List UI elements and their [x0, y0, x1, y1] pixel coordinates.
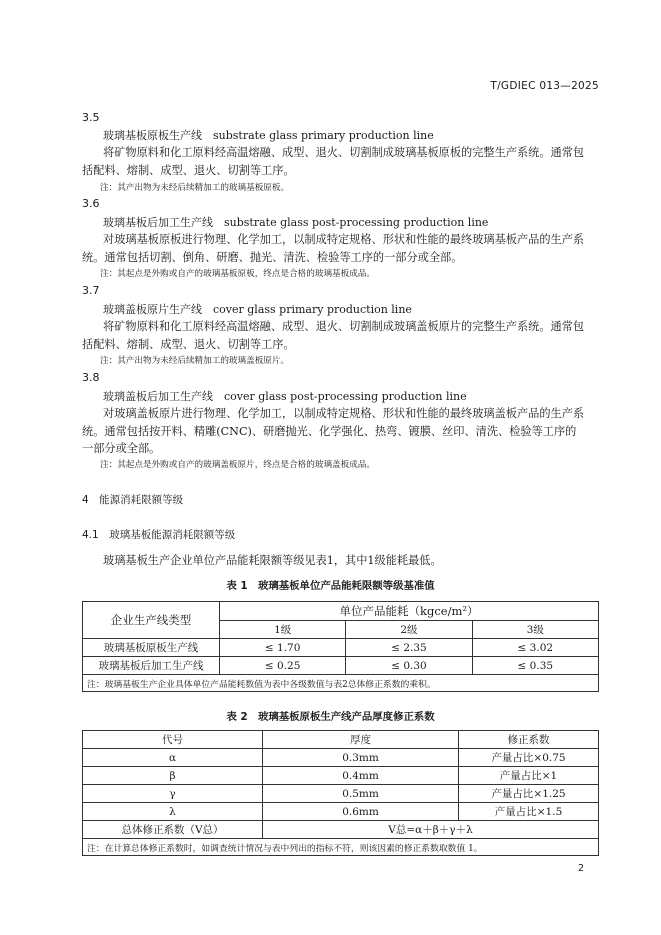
- definition-note: 注：其产出物为未经后续精加工的玻璃基板原板。: [100, 183, 290, 193]
- definition-line: 对玻璃基板原板进行物理、化学加工，以制成特定规格、形状和性能的最终玻璃基板产品的生产系: [103, 233, 585, 246]
- page-number: 2: [577, 863, 584, 874]
- table-row: [83, 785, 599, 803]
- table-row: [83, 657, 599, 675]
- table1-cell: ≤ 1.70: [220, 639, 346, 657]
- definition-line: 将矿物原料和化工原料经高温熔融、成型、退火、切割制成玻璃基板原板的完整生产系统。通常包: [103, 146, 585, 159]
- table2-factor: 产量占比×1.25: [459, 785, 599, 803]
- table1-header-type: 企业生产线类型: [83, 602, 220, 639]
- definition-note: 注：其产出物为未经后续精加工的玻璃盖板原片。: [100, 356, 290, 366]
- table2-thickness: 0.4mm: [263, 767, 459, 785]
- table-row: [83, 803, 599, 821]
- definition-note: 注：其起点是外购或自产的玻璃基板原板，终点是合格的玻璃基板成品。: [100, 269, 376, 279]
- table2-code: α: [83, 749, 263, 767]
- table1-grade: 2级: [346, 621, 472, 639]
- table-row: [83, 767, 599, 785]
- term-title: 玻璃基板原板生产线 substrate glass primary production line: [103, 129, 434, 142]
- table2-factor: 产量占比×1.5: [459, 803, 599, 821]
- table1-cell: ≤ 2.35: [346, 639, 472, 657]
- table-row: [83, 749, 599, 767]
- table2-thickness: 0.3mm: [263, 749, 459, 767]
- table2-code: λ: [83, 803, 263, 821]
- table2-caption: 表 2 玻璃基板原板生产线产品厚度修正系数: [226, 711, 435, 723]
- definition-line: 对玻璃盖板原片进行物理、化学加工，以制成特定规格、形状和性能的最终玻璃盖板产品的生产系: [103, 407, 585, 420]
- definition-line: 统。通常包括切割、倒角、研磨、抛光、清洗、检验等工序的一部分或全部。: [82, 251, 463, 264]
- table1-cell: ≤ 3.02: [472, 639, 598, 657]
- section-number: 3.5: [82, 111, 100, 124]
- table2-total-label: 总体修正系数（V总）: [83, 821, 263, 839]
- section-number: 3.6: [82, 197, 100, 210]
- table1-cell: ≤ 0.25: [220, 657, 346, 675]
- table-row: [83, 639, 599, 657]
- table2-total-formula: V总=α＋β＋γ＋λ: [263, 821, 599, 839]
- section-number: 3.7: [82, 284, 100, 297]
- table2-thickness: 0.6mm: [263, 803, 459, 821]
- definition-line: 括配料、熔制、成型、退火、切割等工序。: [82, 338, 295, 351]
- table2-header-factor: 修正系数: [459, 731, 599, 749]
- term-title: 玻璃基板后加工生产线 substrate glass post-processing production line: [103, 216, 489, 229]
- table2-note: 注：在计算总体修正系数时，如调查统计情况与表中列出的指标不符，则该因素的修正系数取数值 1。: [83, 839, 599, 856]
- definition-line: 括配料、熔制、成型、退火、切割等工序。: [82, 164, 295, 177]
- table2-factor: 产量占比×1: [459, 767, 599, 785]
- section-text: 玻璃基板生产企业单位产品能耗限额等级见表1，其中1级能耗最低。: [103, 554, 442, 567]
- chapter-heading: 4 能源消耗限额等级: [82, 494, 184, 506]
- section-number: 3.8: [82, 371, 100, 384]
- table2-code: β: [83, 767, 263, 785]
- table1: [82, 601, 599, 692]
- table2-header-code: 代号: [83, 731, 263, 749]
- table2-factor: 产量占比×0.75: [459, 749, 599, 767]
- table1-note: 注：玻璃基板生产企业具体单位产品能耗数值为表中各级数值与表2总体修正系数的乘积。: [83, 675, 599, 692]
- section-heading: 4.1 玻璃基板能源消耗限额等级: [82, 529, 236, 541]
- definition-line: 统。通常包括按开料、精雕(CNC)、研磨抛光、化学强化、热弯、镀膜、丝印、清洗、检验等工序的: [82, 425, 577, 438]
- table1-row-type: 玻璃基板后加工生产线: [83, 657, 220, 675]
- table1-cell: ≤ 0.35: [472, 657, 598, 675]
- definition-line: 将矿物原料和化工原料经高温熔融、成型、退火、切割制成玻璃盖板原片的完整生产系统。通常包: [103, 320, 585, 333]
- definition-line: 一部分或全部。: [82, 442, 161, 455]
- table1-caption: 表 1 玻璃基板单位产品能耗限额等级基准值: [226, 580, 435, 592]
- table1-grade: 1级: [220, 621, 346, 639]
- document-id: T/GDIEC 013—2025: [490, 80, 599, 92]
- table2-header-thickness: 厚度: [263, 731, 459, 749]
- table2-thickness: 0.5mm: [263, 785, 459, 803]
- definition-note: 注：其起点是外购或自产的玻璃盖板原片，终点是合格的玻璃盖板成品。: [100, 460, 376, 470]
- term-title: 玻璃盖板原片生产线 cover glass primary production line: [103, 303, 412, 316]
- term-title: 玻璃盖板后加工生产线 cover glass post-processing production line: [103, 390, 467, 403]
- table1-cell: ≤ 0.30: [346, 657, 472, 675]
- table1-header-unit: 单位产品能耗（kgce/m²）: [220, 602, 599, 621]
- table2-code: γ: [83, 785, 263, 803]
- table1-row-type: 玻璃基板原板生产线: [83, 639, 220, 657]
- table2: [82, 730, 599, 856]
- table1-grade: 3级: [472, 621, 598, 639]
